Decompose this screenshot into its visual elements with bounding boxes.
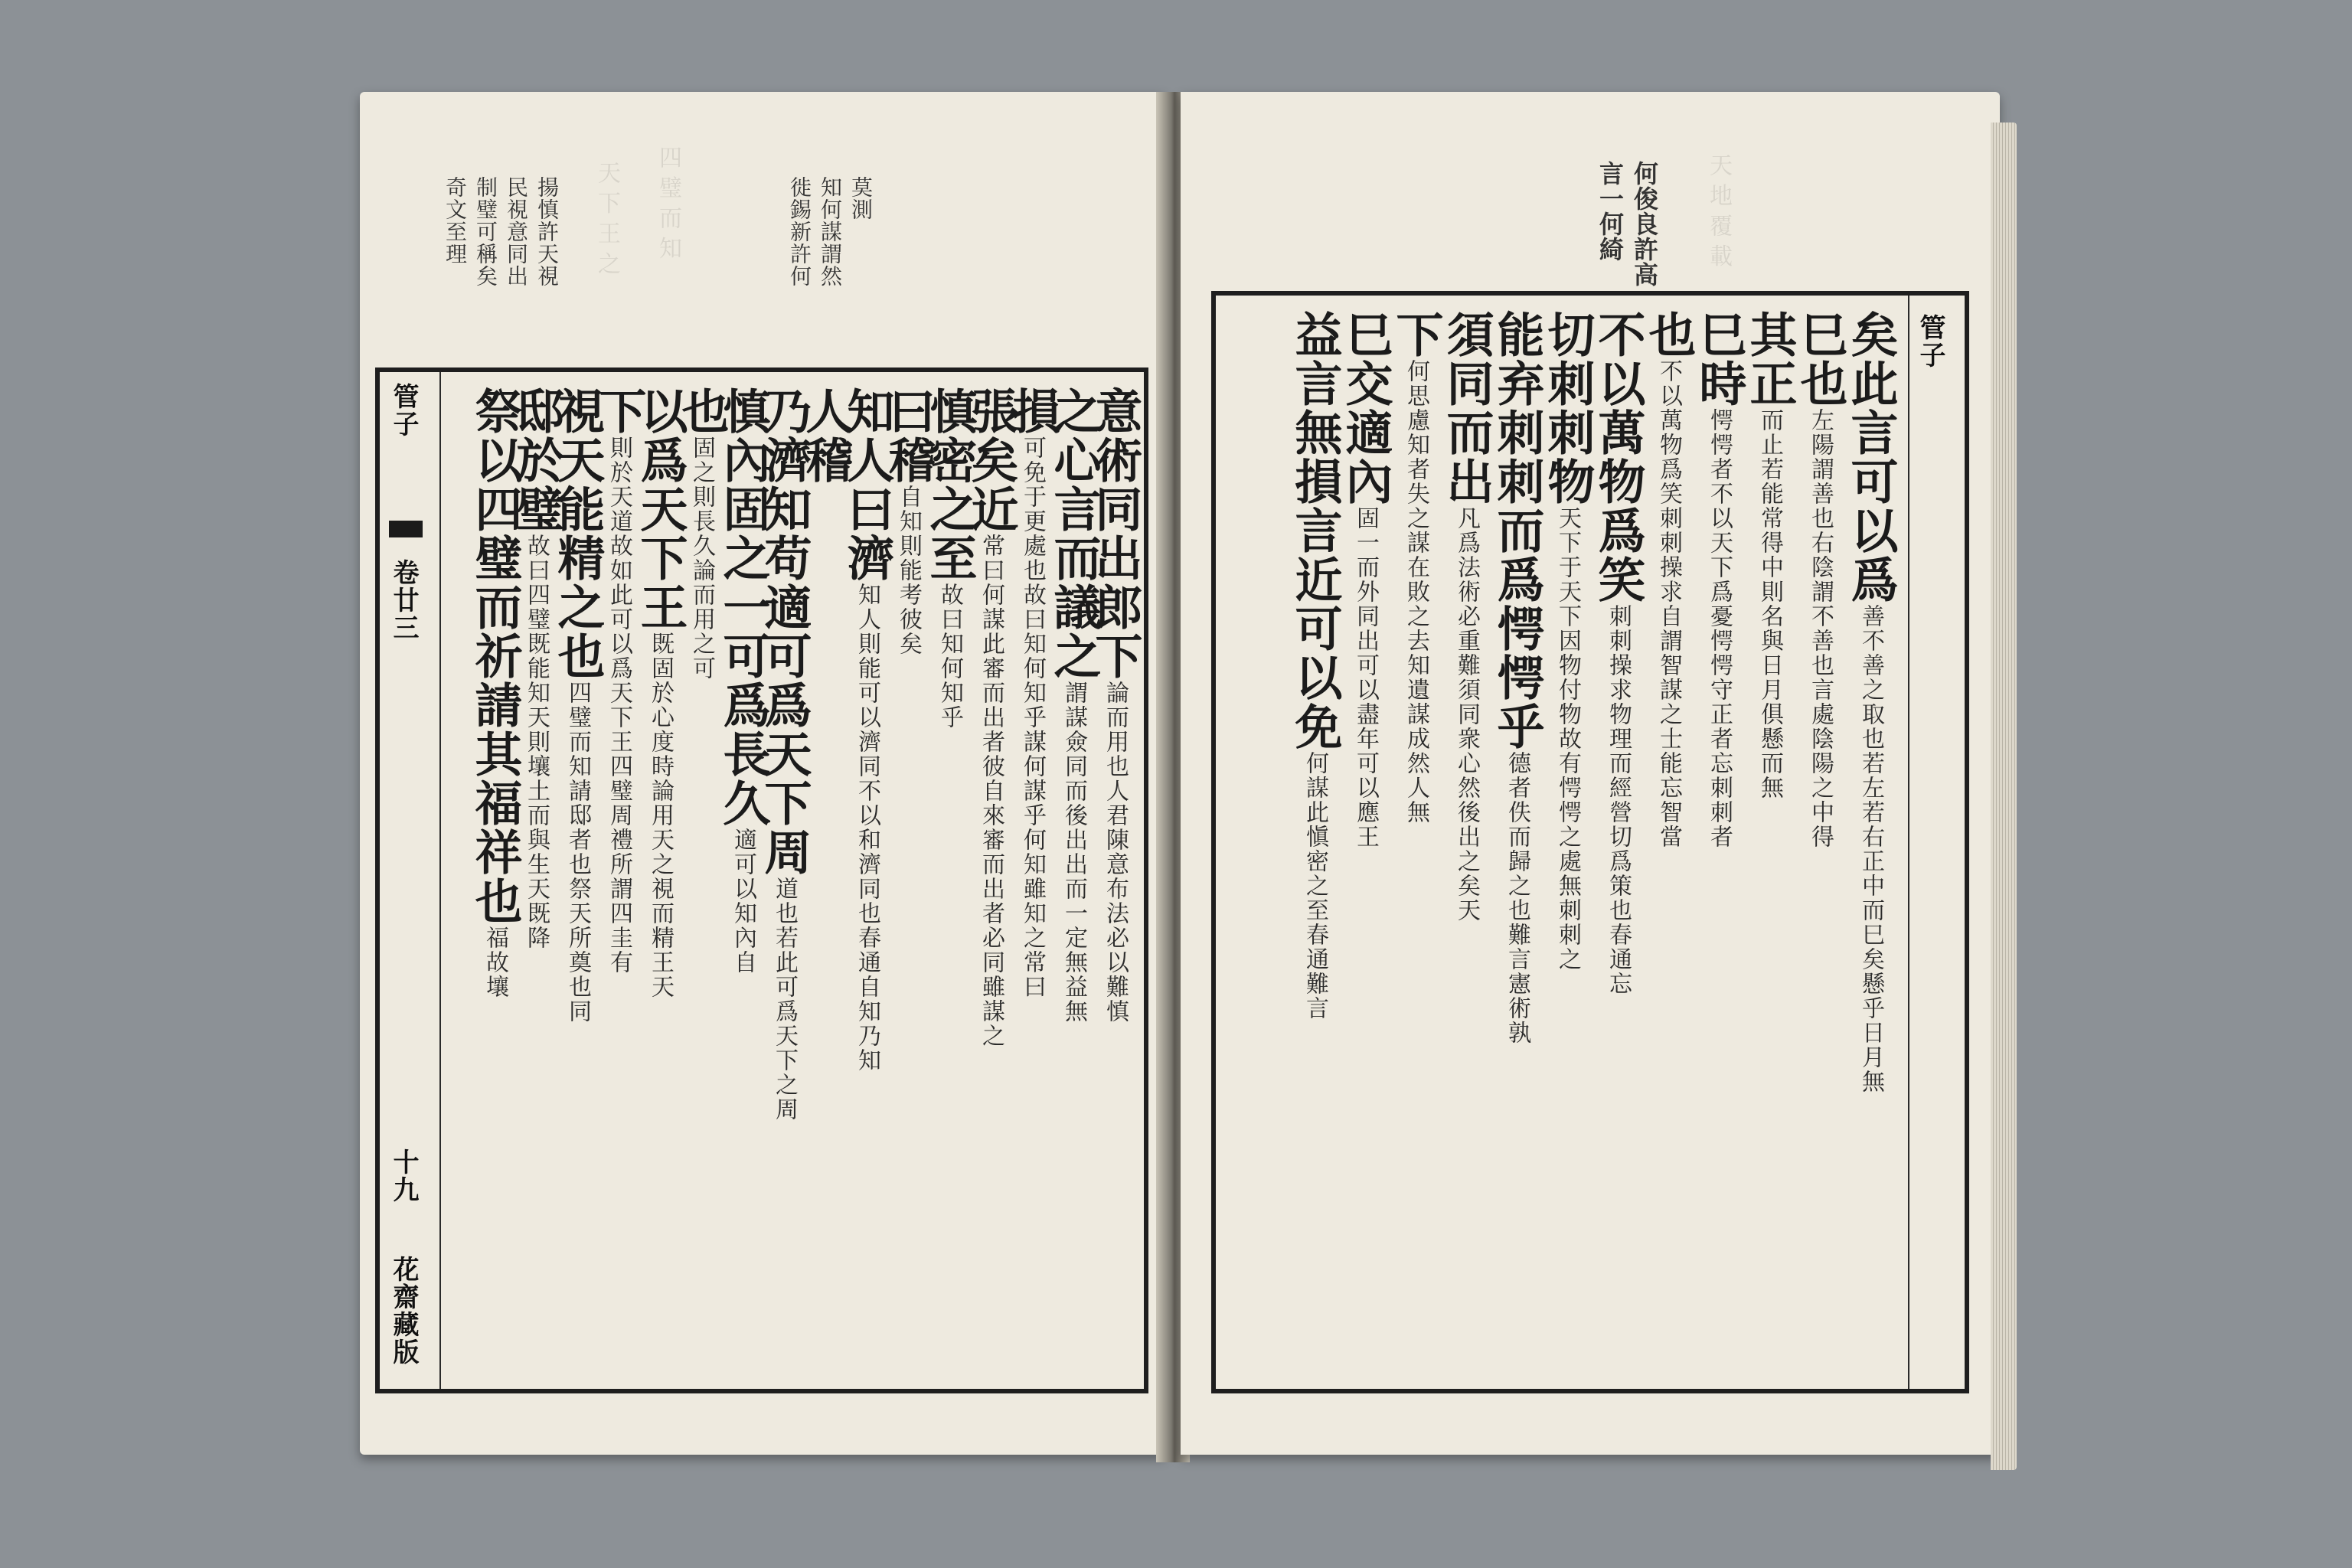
main-text: 人稽	[798, 387, 854, 485]
main-text: 須同而出	[1439, 310, 1494, 506]
commentary-text: 道也若此可爲天下之周	[771, 877, 798, 1122]
margin-note: 何俊良許高	[1630, 161, 1659, 287]
fold-title: 管子	[388, 383, 419, 438]
fold-rule	[439, 372, 441, 1389]
margin-note: 奇文至理	[443, 176, 468, 265]
commentary-text: 福故壤	[482, 926, 508, 999]
main-text: 乃濟知苟適可爲天下周	[756, 387, 812, 877]
commentary-text: 何謀此愼密之至春通難言	[1302, 751, 1328, 1021]
main-text: 視天能精之也	[550, 387, 606, 681]
commentary-text: 左陽謂善也右陰謂不善也言處陰陽之中得	[1807, 408, 1834, 849]
main-text: 也	[674, 387, 730, 436]
main-text: 祭以四璧而祈請其福祥也	[467, 387, 523, 926]
right-page: 天 地 覆 載 何俊良許高 言一何綺 管子 矣此言可以爲善不善之取也若左若右正中而巳矣懸乎日月無 巳也左陽謂善也右陰謂不善也言處陰陽之中得 其正而止若能常得中則名與日月俱懸而無 巳時愕愕者不以天下爲憂愕愕守正者忘刺刺者 也不以萬物爲笑刺刺操求自謂智謀之士能忘智當 不以萬物爲笑刺刺操求物理而經營切爲策也春通忘 切刺刺物天下于天下因物付物故有愕愕之處無刺刺之 能弃刺刺而爲愕愕乎德者佚而歸之也難言憲術孰 須同而出凡爲法術必重難須同衆心然後出之矣天 下何思慮知者失之謀在敗之去知遺謀成然人無 巳交適內固一而外同出可以盡年可以應王 益言無損言近可以免何謀此愼密之至春通難言	[1181, 92, 2000, 1455]
commentary-text: 刺刺操求物理而經營切爲策也春通忘	[1605, 604, 1632, 996]
main-text: 不以萬物爲笑	[1590, 310, 1646, 604]
commentary-text: 則於天道故如此可以爲天下王四璧周禮所謂四圭有	[606, 436, 632, 975]
commentary-text: 而止若能常得中則名與日月俱懸而無	[1756, 408, 1783, 800]
text-column	[467, 387, 523, 1374]
main-text: 慎密之至	[922, 387, 978, 583]
text-column	[839, 387, 895, 1374]
text-column	[1004, 387, 1060, 1374]
text-column	[1388, 310, 1444, 1374]
main-text: 慎內固之一可爲長久	[715, 387, 771, 828]
main-text: 邸於璧	[508, 387, 564, 534]
main-text: 損	[1004, 387, 1060, 436]
margin-note: 知何謀謂然	[818, 176, 843, 287]
main-text: 巳也	[1792, 310, 1848, 408]
main-text: 其正	[1742, 310, 1798, 408]
main-text: 下	[591, 387, 647, 436]
margin-note: 制璧可稱矣	[473, 176, 498, 287]
text-column	[922, 387, 978, 1374]
margin-note: 言一何綺	[1596, 161, 1625, 262]
text-column	[1691, 310, 1747, 1374]
commentary-text: 德者佚而歸之也難言憲術孰	[1504, 751, 1530, 1045]
commentary-text: 固一而外同出可以盡年可以應王	[1352, 506, 1379, 849]
text-column	[1641, 310, 1697, 1374]
commentary-text: 既固於心度時論用天之視而精王天	[647, 632, 674, 999]
commentary-text: 四璧而知請邸者也祭天所奠也同	[564, 681, 591, 1024]
main-text: 張矣近	[963, 387, 1019, 534]
main-text: 下	[1388, 310, 1444, 359]
open-book	[360, 92, 1998, 1493]
text-column	[1742, 310, 1798, 1374]
text-column	[1489, 310, 1545, 1374]
text-column	[1590, 310, 1646, 1374]
commentary-text: 何思慮知者失之謀在敗之去知遺謀成然人無	[1403, 359, 1429, 825]
text-column	[1540, 310, 1596, 1374]
commentary-text: 可免于更處也故曰知何知乎謀何謀乎何知雖知之常曰	[1019, 436, 1046, 999]
page-edges	[1991, 122, 2017, 1470]
text-column	[1338, 310, 1393, 1374]
text-column	[1439, 310, 1494, 1374]
fishtail-mark	[389, 521, 423, 537]
main-text: 意術同出郎下	[1087, 387, 1143, 681]
fold-volume: 卷廿三	[388, 559, 419, 642]
main-text: 矣此言可以爲	[1843, 310, 1899, 604]
main-text: 益言無損言近可以免	[1287, 310, 1343, 751]
text-column	[715, 387, 771, 1374]
main-text: 之心言而議之	[1046, 387, 1102, 681]
fold-folio: 十九	[388, 1148, 419, 1204]
margin-note: 民視意同出	[504, 176, 529, 287]
commentary-text: 知人則能可以濟同不以和濟同也春通自知乃知	[854, 583, 880, 1073]
commentary-text: 不以萬物爲笑刺刺操求自謂智謀之士能忘智當	[1655, 359, 1682, 849]
fold-header: 管子	[1915, 314, 1945, 369]
commentary-text: 適可以知內自	[730, 828, 756, 975]
commentary-text: 故曰知何知乎	[936, 583, 963, 730]
margin-note: 徙錫新許何	[787, 176, 812, 287]
left-page: 天 下 王 之 四 璧 而 知 莫測 知何謀謂然 徙錫新許何 奇文至理 制璧可稱矣 民視意同出 揚慎許天視 管子 卷廿三 十九 花齋藏版 意術同出郎下論而用也人君陳意布法必以難慎 之心言而議之謂謀僉同而後出出而一定無益無 損可免于更處也故曰知何知乎謀何謀乎何知雖知之常曰 張矣近常曰何謀此審而出者彼自來審而出者必同雖謀之 慎密之至故曰知何知乎 曰稽自知則能考彼矣 知人曰濟知人則能可以濟同不以和濟同也春通自知乃知 人稽 乃濟知苟適可爲天下周道也若此可爲天下之周 慎內固之一可爲長久適可以知內自 也固之則長久論而用之可 以爲天下王既固於心度時論用天之視而精王天 下則於天道故如此可以爲天下王四璧周禮所謂四圭有 視天能精之也四璧而知請邸者也祭天所奠也同 邸於璧故曰四璧既能知天則壤土而與生天既降 祭以四璧而祈請其福祥也福故壤	[360, 92, 1165, 1455]
main-text: 切刺刺物	[1540, 310, 1596, 506]
text-column	[1287, 310, 1343, 1374]
fold-publisher: 花齋藏版	[388, 1256, 419, 1366]
main-text: 巳交適內	[1338, 310, 1393, 506]
commentary-text: 論而用也人君陳意布法必以難慎	[1102, 681, 1129, 1024]
commentary-text: 謂謀僉同而後出出而一定無益無	[1060, 681, 1087, 1024]
margin-note: 莫測	[848, 176, 874, 220]
commentary-text: 常曰何謀此審而出者彼自來審而出者必同雖謀之	[978, 534, 1004, 1048]
text-column	[550, 387, 606, 1374]
main-text: 曰稽	[880, 387, 936, 485]
text-column	[1792, 310, 1848, 1374]
margin-note: 揚慎許天視	[534, 176, 560, 287]
commentary-text: 自知則能考彼矣	[895, 485, 922, 656]
main-text: 以爲天下王	[632, 387, 688, 632]
text-column	[1843, 310, 1899, 1374]
commentary-text: 凡爲法術必重難須同衆心然後出之矣天	[1453, 506, 1480, 923]
commentary-text: 故曰四璧既能知天則壤土而與生天既降	[523, 534, 550, 950]
text-column	[1046, 387, 1102, 1374]
main-text: 能弃刺刺而爲愕愕乎	[1489, 310, 1545, 751]
main-text: 知人曰濟	[839, 387, 895, 583]
commentary-text: 固之則長久論而用之可	[688, 436, 715, 681]
text-column	[632, 387, 688, 1374]
commentary-text: 愕愕者不以天下爲憂愕愕守正者忘刺刺者	[1706, 408, 1733, 849]
main-text: 也	[1641, 310, 1697, 359]
main-text: 巳時	[1691, 310, 1747, 408]
commentary-text: 天下于天下因物付物故有愕愕之處無刺刺之	[1554, 506, 1581, 972]
fold-rule	[1908, 296, 1909, 1389]
commentary-text: 善不善之取也若左若右正中而巳矣懸乎日月無	[1857, 604, 1884, 1094]
